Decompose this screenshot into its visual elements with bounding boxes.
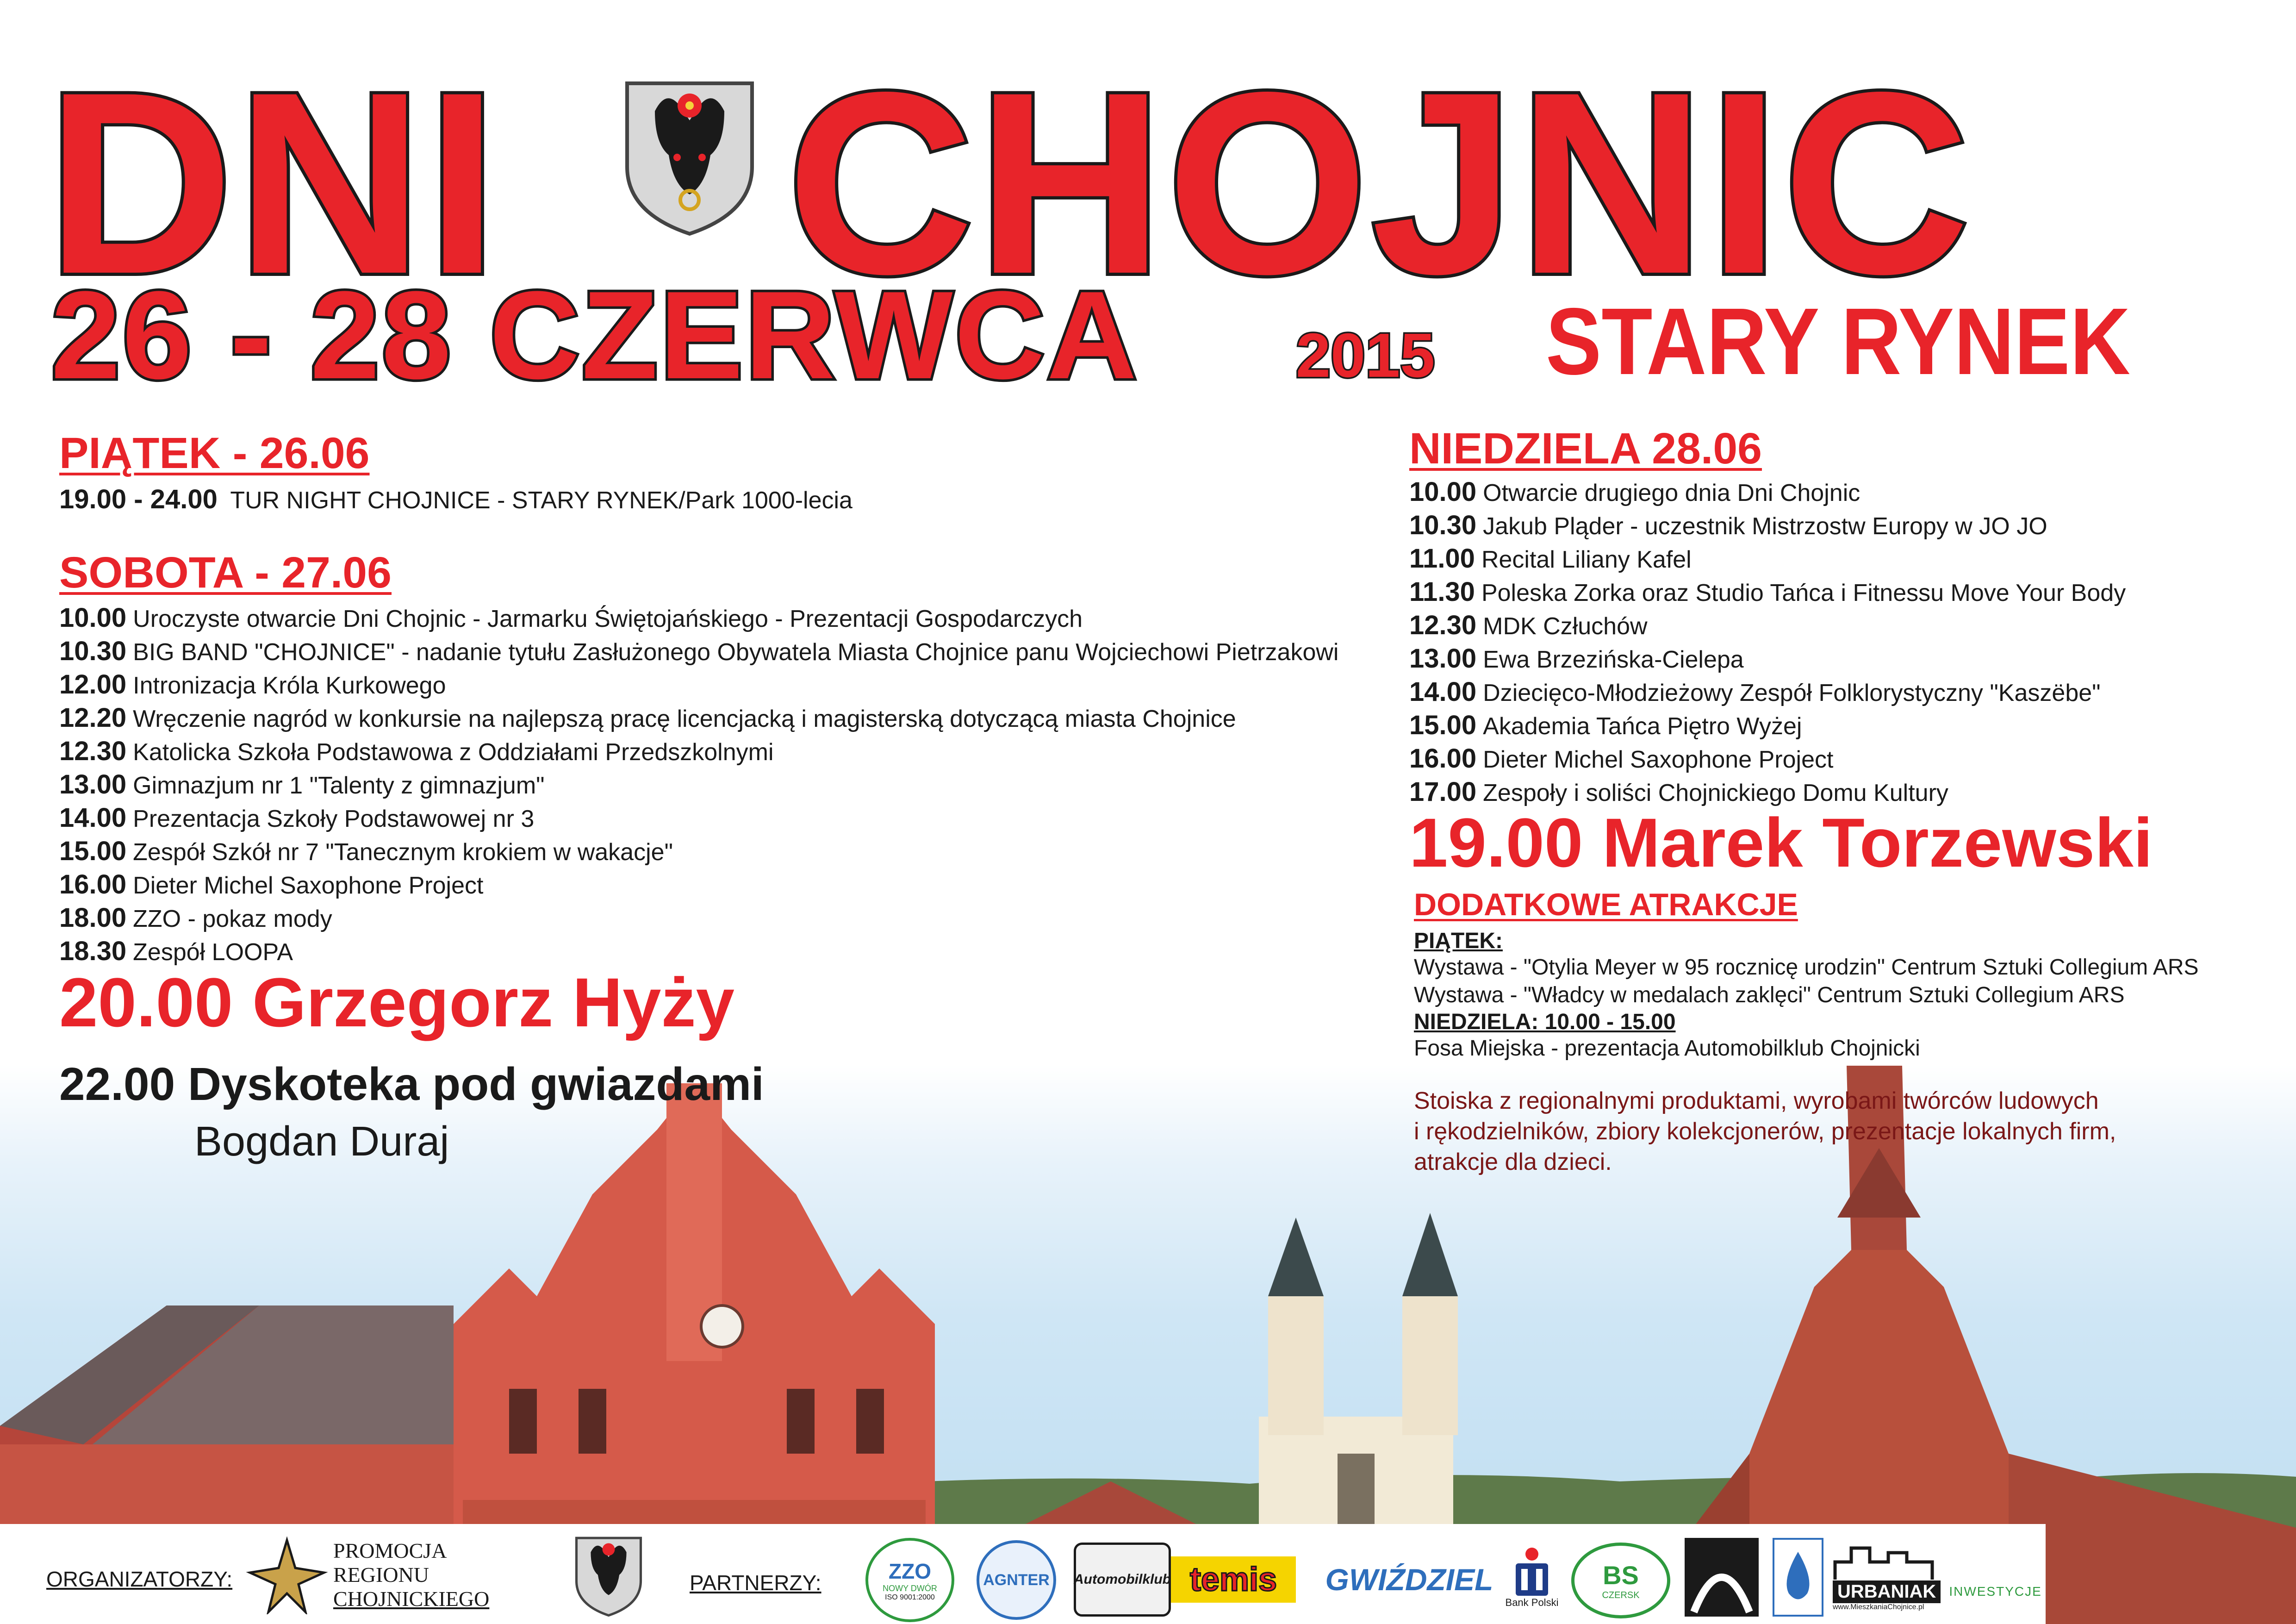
item-time: 10.30 [59,636,127,666]
item-text: Dieter Michel Saxophone Project [133,872,484,899]
item-time: 18.30 [59,936,127,966]
list-item [59,702,1338,735]
water-drop-logo-icon [1773,1538,1823,1617]
list-item: Wystawa - "Władcy w medalach zaklęci" Centrum Sztuki Collegium ARS [1414,983,2125,1007]
event-year: 2015 [1296,320,1435,390]
item-time: 12.00 [59,669,127,700]
item-text: Zespoły i soliści Chojnickiego Domu Kultury [1483,780,1948,806]
list-item [1409,576,2126,609]
item-time: 16.00 [1409,743,1477,774]
event-dates: 26 - 28 CZERWCA [51,266,1139,405]
item-time: 18.00 [59,903,127,933]
list-item [1409,543,2126,576]
zzo-logo [865,1538,954,1622]
item-time: 15.00 [1409,710,1477,740]
sunday-heading: NIEDZIELA 28.06 [1409,424,1762,473]
stands-info [1414,1086,2116,1177]
item-time: 12.20 [59,703,127,733]
sunday-section [1409,424,2126,809]
gwizdziel-logo [1312,1559,1506,1600]
pko-bank-logo [1495,1533,1569,1621]
list-item [59,868,1338,902]
buildings-icon [1833,1543,1935,1580]
bank-text: Bank Polski [1505,1597,1559,1608]
item-text: MDK Człuchów [1483,613,1648,640]
list-item [59,902,1338,935]
extras-friday-label: PIĄTEK: [1414,929,1503,953]
chojnice-crest-small-icon [574,1536,643,1617]
saturday-list [59,602,1338,968]
item-text: Recital Liliany Kafel [1481,546,1692,573]
title-dni: DNI [46,38,501,328]
temis-logo [1171,1556,1296,1603]
saturday-heading: SOBOTA - 27.06 [59,548,392,597]
automobilklub-logo [1074,1543,1171,1617]
disco-dj: Bogdan Duraj [194,1118,449,1165]
item-time: 10.00 [1409,477,1477,507]
sponsors-footer [0,1524,2046,1624]
item-text: Poleska Zorka oraz Studio Tańca i Fitnessu Move Your Body [1481,580,2126,606]
friday-section [59,428,852,517]
list-item [1409,609,2126,643]
bs-text: BS [1603,1561,1639,1590]
item-time: 16.00 [59,869,127,899]
item-time: 19.00 - 24.00 [59,484,218,514]
item-text: Dziecięco-Młodzieżowy Zespół Folklorystyczny "Kaszëbe" [1483,680,2101,706]
list-item [59,835,1338,868]
list-item [59,635,1338,668]
saturday-headliner: 20.00 Grzegorz Hyży [59,963,734,1041]
list-item: Wystawa - "Otylia Meyer w 95 rocznicę urodzin" Centrum Sztuki Collegium ARS [1414,955,2199,980]
item-text: Katolicka Szkoła Podstawowa z Oddziałami Przedszkolnymi [133,739,774,766]
inwestycje-text: INWESTYCJE [1949,1584,2042,1599]
item-time: 11.00 [1409,543,1475,574]
arch-logo-icon [1685,1538,1759,1617]
stands-line: i rękodzielników, zbiory kolekcjonerów, prezentacje lokalnych firm, [1414,1118,2116,1145]
organizers-label: ORGANIZATORZY: [46,1567,233,1591]
item-text: Prezentacja Szkoły Podstawowej nr 3 [133,806,535,832]
stands-line: Stoiska z regionalnymi produktami, wyrobami twórców ludowych [1414,1087,2099,1114]
urbaniak-wordmark [1833,1580,2042,1603]
item-time: 13.00 [59,769,127,800]
list-item [1409,676,2126,709]
pko-icon [1511,1546,1553,1597]
zzo-text: ZZO [889,1559,931,1583]
item-text: Akademia Tańca Piętro Wyżej [1483,713,1802,740]
friday-heading: PIĄTEK - 26.06 [59,429,370,478]
list-item [59,483,852,517]
extras-section [1414,887,2199,1062]
item-text: Otwarcie drugiego dnia Dni Chojnic [1483,480,1860,506]
chojnice-coat-of-arms [622,79,757,236]
partners-label: PARTNERZY: [690,1571,821,1595]
list-item [59,602,1338,635]
item-text: Zespół Szkół nr 7 "Tanecznym krokiem w wakacje" [133,839,673,866]
list-item [1409,709,2126,743]
zzo-sub: NOWY DWÓR [883,1583,937,1593]
saturday-disco: 22.00 Dyskoteka pod gwiazdami [59,1058,764,1110]
list-item: Fosa Miejska - prezentacja Automobilklub Chojnicki [1414,1036,1920,1061]
promocja-text [333,1539,489,1611]
item-text: Zespół LOOPA [133,939,293,966]
extras-heading: DODATKOWE ATRAKCJE [1414,887,1798,922]
promocja-line: REGIONU [333,1563,429,1587]
item-time: 10.00 [59,603,127,633]
temis-text: temis [1189,1561,1277,1598]
item-text: Gimnazjum nr 1 "Talenty z gimnazjum" [133,772,545,799]
list-item [59,768,1338,802]
list-item [59,668,1338,702]
event-venue: STARY RYNEK [1546,288,2130,394]
bs-sub: CZERSK [1602,1590,1640,1600]
item-time: 13.00 [1409,643,1477,674]
item-text: ZZO - pokaz mody [133,906,332,932]
item-text: TUR NIGHT CHOJNICE - STARY RYNEK/Park 1000-lecia [230,487,852,514]
star-emblem-icon [245,1536,329,1614]
list-item [59,802,1338,835]
item-time: 12.30 [1409,610,1477,640]
item-text: Jakub Pląder - uczestnik Mistrzostw Europy w JO JO [1483,513,2047,540]
automobilklub-text: Automobilklub [1074,1572,1171,1587]
agnter-text: AGNTER [983,1571,1050,1589]
sunday-headliner: 19.00 Marek Torzewski [1409,804,2153,881]
item-text: Uroczyste otwarcie Dni Chojnic - Jarmarku Świętojańskiego - Prezentacji Gospodarczych [133,606,1083,632]
bs-czersk-logo [1571,1543,1670,1618]
item-time: 15.00 [59,836,127,866]
item-text: Intronizacja Króla Kurkowego [133,672,446,699]
item-time: 14.00 [1409,677,1477,707]
promocja-regionu-logo [245,1533,523,1617]
urbaniak-url: www.MieszkaniaChojnice.pl [1833,1603,1924,1611]
title-chojnic: CHOJNIC [787,38,1973,328]
promocja-line: PROMOCJA [333,1539,447,1562]
item-text: Wręczenie nagród w konkursie na najlepszą pracę licencjacką i magisterską dotyczącą miasta Chojnice [133,706,1236,732]
item-time: 11.30 [1409,577,1475,607]
stands-line: atrakcje dla dzieci. [1414,1149,1612,1175]
item-time: 12.30 [59,736,127,766]
extras-sunday-label: NIEDZIELA: 10.00 - 15.00 [1414,1010,1676,1034]
item-text: BIG BAND "CHOJNICE" - nadanie tytułu Zasłużonego Obywatela Miasta Chojnice panu Wojciechowi Pietrzakowi [133,639,1339,666]
list-item [1409,743,2126,776]
list-item [1409,509,2126,543]
item-time: 17.00 [1409,777,1477,807]
list-item [59,735,1338,768]
urbaniak-text: URBANIAK [1833,1580,1941,1603]
list-item [1409,643,2126,676]
urbaniak-logo [1833,1536,2042,1619]
zzo-iso: ISO 9001:2000 [885,1593,935,1601]
saturday-section [59,548,1338,968]
promocja-line: CHOJNICKIEGO [333,1587,490,1611]
list-item [1409,476,2126,509]
agnter-logo [977,1540,1056,1620]
gwizdziel-text: GWIŹDZIEL [1325,1562,1493,1597]
item-text: Ewa Brzezińska-Cielepa [1483,646,1744,673]
item-text: Dieter Michel Saxophone Project [1483,746,1834,773]
sunday-list [1409,476,2126,809]
item-time: 10.30 [1409,510,1477,540]
item-time: 14.00 [59,803,127,833]
